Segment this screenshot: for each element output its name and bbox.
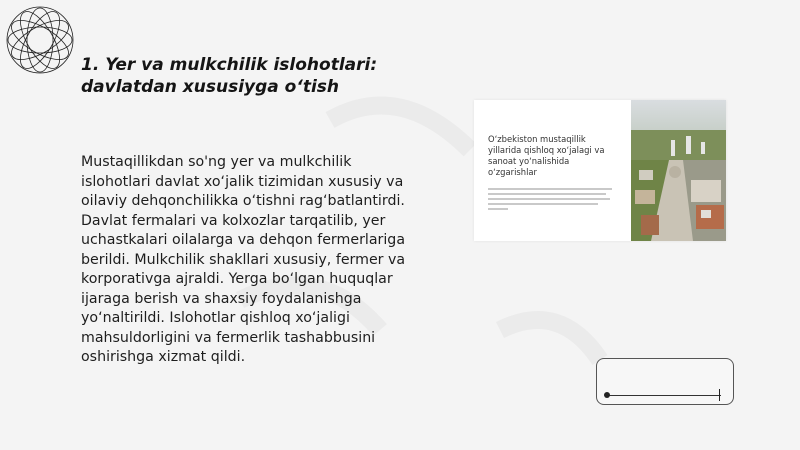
card-placeholder-lines xyxy=(488,188,616,210)
reference-card[interactable] xyxy=(474,100,726,241)
timeline-control[interactable] xyxy=(596,358,734,405)
card-heading: O‘zbekiston mustaqillik yillarida qishloq xo‘jalagi va sanoat yo‘nalishida o‘zgarishlar xyxy=(488,134,605,177)
body-paragraph: Mustaqillikdan so'ng yer va mulkchilik islohotlari davlat xo‘jalik tizimidan xususiy va oilaviy dehqonchilikka o‘tishni rag‘batlantirdi. Davlat fermalari va kolxozlar tarqatilib, yer uchastkalari oilalarga va dehqon fermerlariga berildi. Mulkchilik shakllari xususiy, fermer va korporativga ajraldi. Yerga bo‘lgan huquqlar ijaraga berish va shaxsiy foydalanishga yo‘naltirildi. Islohotlar qishloq xo‘jaligi mahsuldorligini va fermerlik tashabbusini oshirishga xizmat qildi. xyxy=(81,154,406,365)
slide-title xyxy=(81,54,421,98)
slide-title-line-1: 1. Yer va mulkchilik islohotlari: xyxy=(81,55,378,75)
timeline-dot-icon[interactable] xyxy=(604,392,610,398)
aerial-city-photo-icon xyxy=(631,100,726,241)
geometric-circle-logo-icon xyxy=(4,4,76,76)
card-text-block xyxy=(488,134,616,213)
slide-title-line-2: davlatdan xususiyga o‘tish xyxy=(81,77,339,97)
timeline-end-tick-icon xyxy=(719,389,720,401)
timeline-track xyxy=(607,395,721,396)
